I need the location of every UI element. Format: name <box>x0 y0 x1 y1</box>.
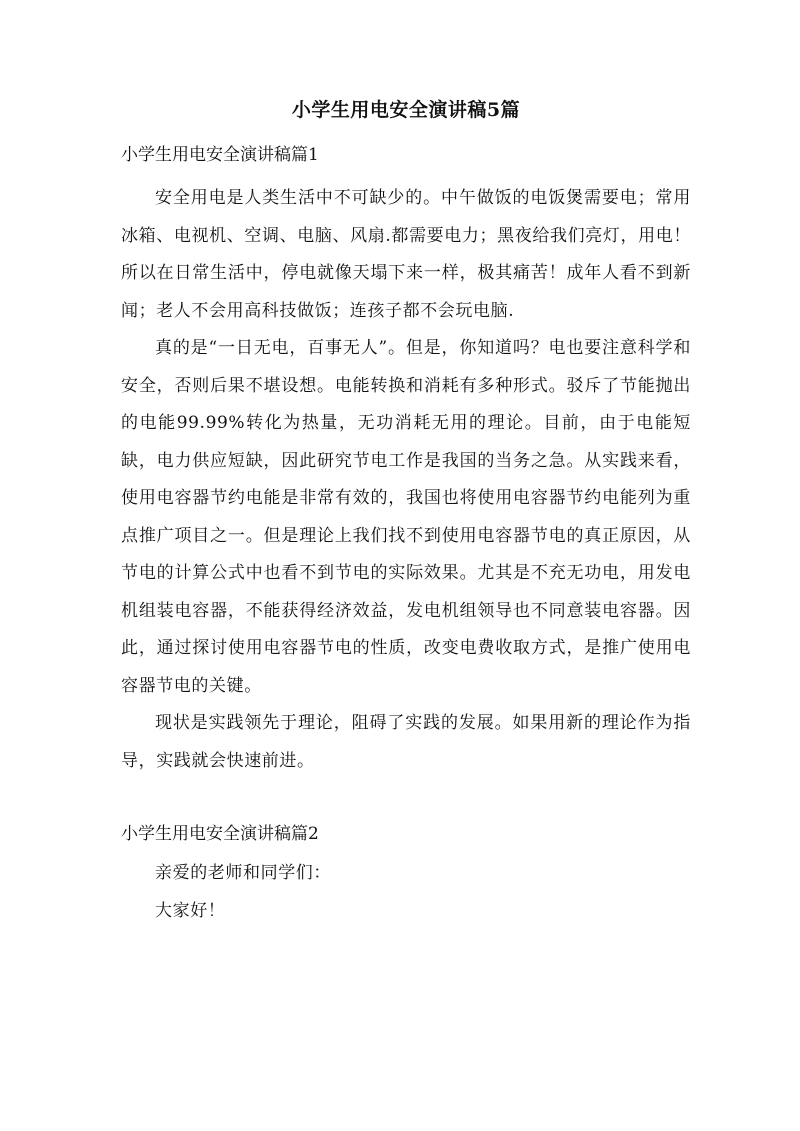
section-heading: 小学生用电安全演讲稿篇1 <box>121 145 319 165</box>
paragraph: 大家好！ <box>155 900 226 921</box>
paragraph: 亲爱的老师和同学们： <box>155 863 331 883</box>
section-spacer <box>121 780 691 817</box>
section-1 <box>121 138 691 780</box>
section-heading: 小学生用电安全演讲稿篇2 <box>121 824 319 844</box>
paragraph: 真的是“一日无电，百事无人”。但是，你知道吗？电也要注意科学和安全，否则后果不堪设想。电能转换和消耗有多种形式。驳斥了节能抛出的电能99.99%转化为热量，无功消耗无用的理论。目前，由于电能短缺，电力供应短缺，因此研究节电工作是我国的当务之急。从实践来看，使用电容器节约电能是非常有效的，我国也将使用电容器节约电能列为重点推广项目之一。但是理论上我们找不到使用电容器节电的真正原因，从节电的计算公式中也看不到节电的实际效果。尤其是不充无功电，用发电机组装电容器，不能获得经济效益，发电机组领导也不同意装电容器。因此，通过探讨使用电容器节电的性质，改变电费收取方式，是推广使用电容器节电的关键。 <box>121 338 691 696</box>
document-title: 小学生用电安全演讲稿5篇 <box>291 99 521 121</box>
section-2 <box>121 817 691 930</box>
document-page <box>121 96 691 930</box>
paragraph: 现状是实践领先于理论，阻碍了实践的发展。如果用新的理论作为指导，实践就会快速前进。 <box>121 713 691 771</box>
paragraph: 安全用电是人类生活中不可缺少的。中午做饭的电饭煲需要电；常用冰箱、电视机、空调、电脑、风扇.都需要电力；黑夜给我们亮灯，用电！所以在日常生活中，停电就像天塌下来一样，极其痛苦！成年人看不到新闻；老人不会用高科技做饭；连孩子都不会玩电脑. <box>121 188 691 321</box>
